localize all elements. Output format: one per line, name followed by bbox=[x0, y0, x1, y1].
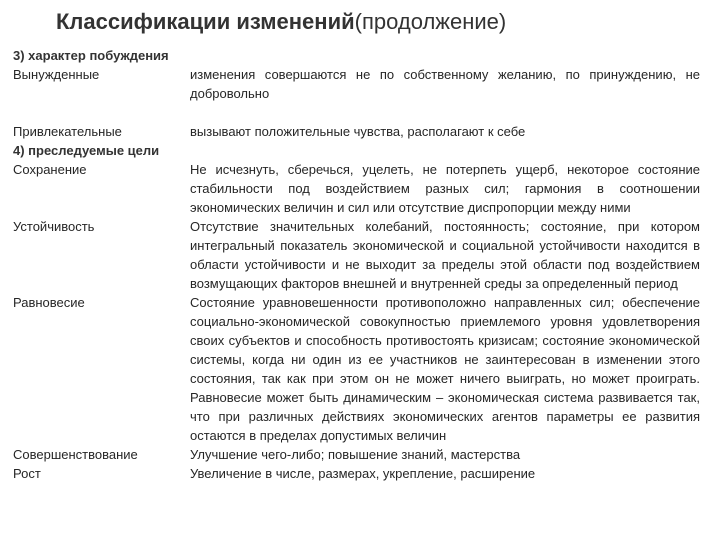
list-item bbox=[13, 293, 713, 445]
term-definition: Состояние уравновешенности противоположно направленных сил; обеспечение социально-экономической совокупностью приемлемого уровня удовлетворения своих субъектов и способность противостоять кризисам; состояние экономической системы, когда ни один из ее участников не заинтересован в изменении этого состояния, так как при этом он не может ничего выиграть, но может проиграть. Равновесие может быть динамическим – экономическая система развивается так, что при различных действиях экономических агентов параметры ее развития остаются в пределах допустимых величин bbox=[190, 295, 700, 443]
page-title-main: Классификации изменений bbox=[56, 9, 355, 34]
list-item bbox=[13, 217, 713, 293]
term-label: Сохранение bbox=[13, 162, 87, 177]
term-label: Вынужденные bbox=[13, 67, 100, 82]
section-header-motivation: 3) характер побуждения bbox=[13, 48, 169, 63]
list-item bbox=[13, 160, 713, 217]
term-label: Привлекательные bbox=[13, 124, 122, 139]
term-definition: Не исчезнуть, сберечься, уцелеть, не потерпеть ущерб, некоторое состояние стабильности под воздействием разных сил; гармония в соотношении экономических величин и сил или отсутствие диспропорции между ними bbox=[190, 162, 700, 215]
term-definition: Увеличение в числе, размерах, укрепление, расширение bbox=[190, 466, 536, 481]
term-label: Устойчивость bbox=[13, 219, 95, 234]
term-label: Совершенствование bbox=[13, 447, 138, 462]
term-label: Равновесие bbox=[13, 295, 85, 310]
term-definition: изменения совершаются не по собственному желанию, по принуждению, не добровольно bbox=[190, 67, 700, 101]
list-item bbox=[13, 464, 713, 483]
page-title bbox=[56, 8, 506, 36]
term-definition: Отсутствие значительных колебаний, постоянность; состояние, при котором интегральный показатель экономической и социальной устойчивости находится в области устойчивости и не выходит за пределы этой области под воздействием возмущающих факторов внешней и внутренней среды за определенный период bbox=[190, 219, 700, 291]
term-definition: Улучшение чего-либо; повышение знаний, мастерства bbox=[190, 447, 521, 462]
page-title-suffix: (продолжение) bbox=[354, 9, 507, 34]
row-spacer bbox=[13, 103, 713, 122]
term-definition: вызывают положительные чувства, располагают к себе bbox=[190, 124, 526, 139]
classification-list bbox=[13, 46, 713, 483]
list-item bbox=[13, 445, 713, 464]
list-item bbox=[13, 65, 713, 103]
term-label: Рост bbox=[13, 466, 41, 481]
list-item bbox=[13, 122, 713, 141]
section-header-goals: 4) преследуемые цели bbox=[13, 143, 160, 158]
